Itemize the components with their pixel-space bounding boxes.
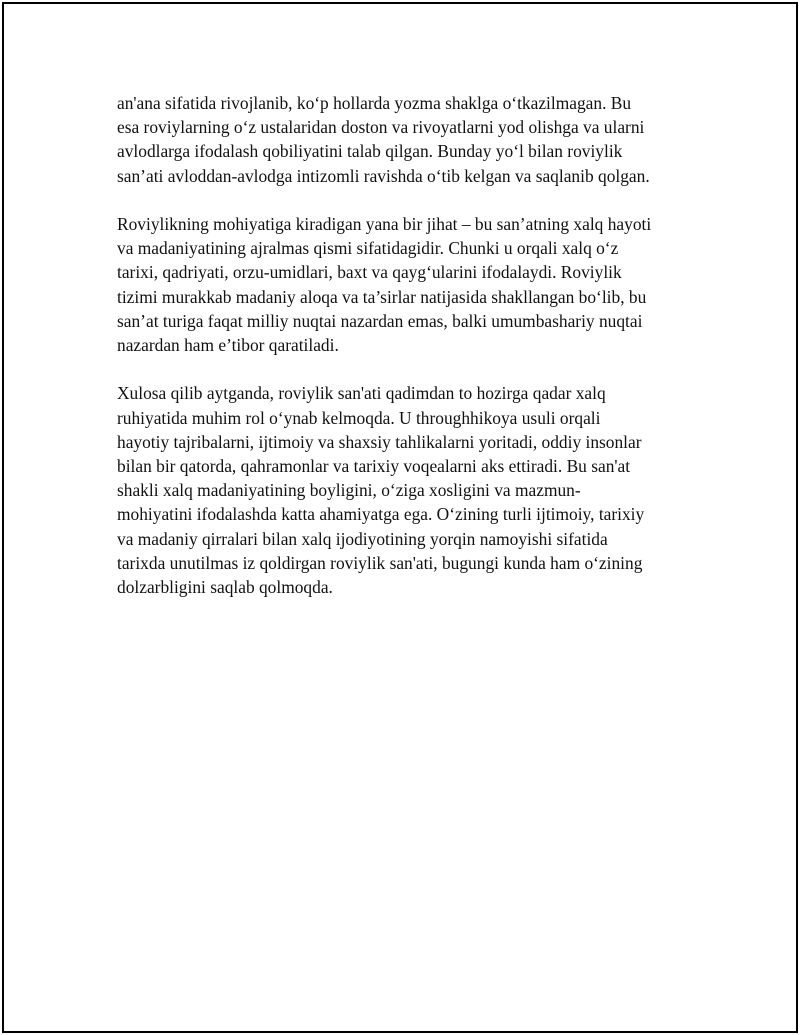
text-line: dolzarbligini saqlab qolmoqda. [117, 577, 333, 598]
text-line: mohiyatini ifodalashda katta ahamiyatga ega. Oʻzining turli ijtimoiy, tarixiy [117, 504, 645, 525]
text-line: tizimi murakkab madaniy aloqa va ta’sirlar natijasida shakllangan boʻlib, bu [117, 286, 647, 307]
text-line: shakli xalq madaniyatining boyligini, oʻziga xosligini va mazmun- [117, 480, 581, 501]
paragraph-1 [117, 91, 697, 188]
text-line: avlodlarga ifodalash qobiliyatini talab qilgan. Bunday yoʻl bilan roviylik [117, 141, 623, 162]
text-line: Roviylikning mohiyatiga kiradigan yana bir jihat – bu san’atning xalq hayoti [117, 214, 652, 234]
text-line: nazardan ham e’tibor qaratiladi. [117, 335, 339, 356]
text-line: san’ati avloddan-avlodga intizomli ravishda oʻtib kelgan va saqlanib qolgan. [117, 165, 650, 186]
text-line: va madaniy qirralari bilan xalq ijodiyotining yorqin namoyishi sifatida [117, 528, 608, 549]
text-line: Xulosa qilib aytganda, roviylik san'ati qadimdan to hozirga qadar xalq [117, 383, 606, 404]
paragraph-2 [117, 212, 697, 357]
text-line: bilan bir qatorda, qahramonlar va tarixiy voqealarni aks ettiradi. Bu san'at [117, 456, 631, 477]
paragraph-3 [117, 381, 697, 599]
text-line: tarixi, qadriyati, orzu-umidlari, baxt va qaygʻularini ifodalaydi. Roviylik [117, 262, 622, 283]
text-line: ruhiyatida muhim rol oʻynab kelmoqda. U throughhikoya usuli orqali [117, 407, 601, 428]
text-line: an'ana sifatida rivojlanib, koʻp hollarda yozma shaklga oʻtkazilmagan. Bu [117, 93, 632, 113]
text-line: va madaniyatining ajralmas qismi sifatidagidir. Chunki u orqali xalq oʻz [117, 238, 619, 259]
text-line: tarixda unutilmas iz qoldirgan roviylik san'ati, bugungi kunda ham oʻzining [117, 552, 643, 573]
document-body [117, 91, 697, 623]
text-line: san’at turiga faqat milliy nuqtai nazardan emas, balki umumbashariy nuqtai [117, 310, 643, 331]
text-line: esa roviylarning oʻz ustalaridan doston va rivoyatlarni yod olishga va ularni [117, 117, 645, 138]
text-line: hayotiy tajribalarni, ijtimoiy va shaxsiy tahlikalarni yoritadi, oddiy insonlar [117, 431, 642, 452]
